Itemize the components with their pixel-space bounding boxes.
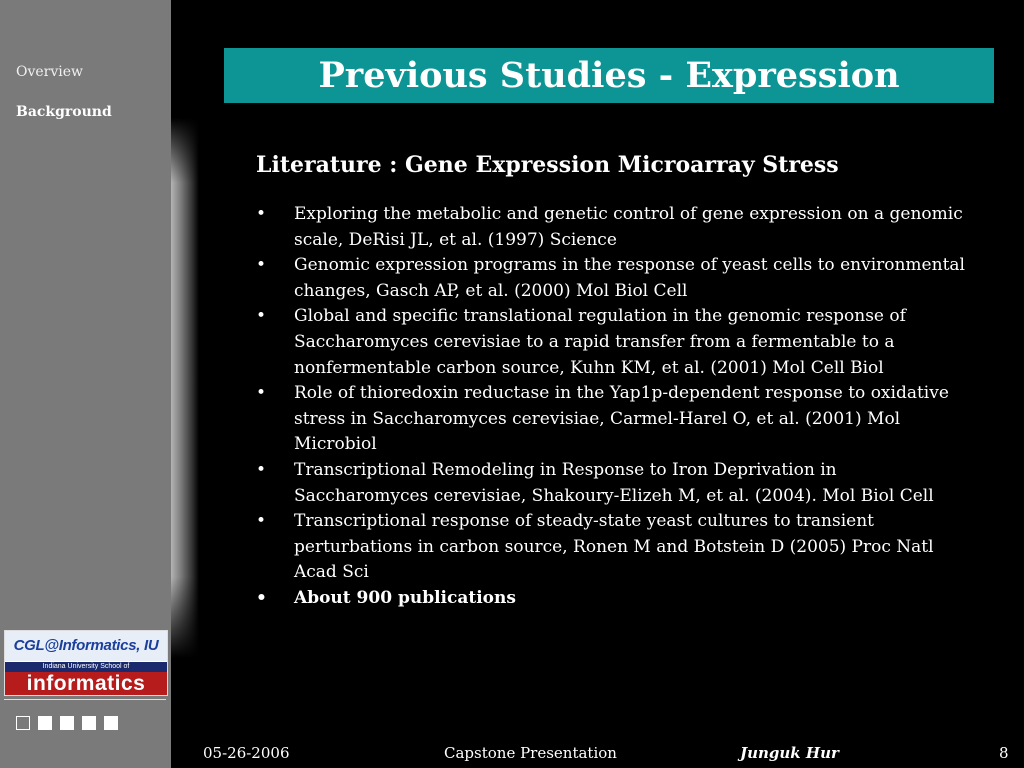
reference-item: • Transcriptional Remodeling in Response to Iron Deprivation in Saccharomyces cerevisiae, Shakoury-Elizeh M, et al. (2004). Mol Biol Cell [256,458,966,509]
logo-divider [4,699,166,700]
logo-mid-text: Indiana University School of [5,662,167,672]
nav-square-icon[interactable] [60,716,74,730]
reference-item: • Global and specific translational regulation in the genomic response of Saccharomyces cerevisiae to a rapid transfer from a fermentable to a nonfermentable carbon source, Kuhn KM, et al. (2001) Mol Cell Biol [256,304,966,381]
reference-item: • Transcriptional response of steady-state yeast cultures to transient perturbations in carbon source, Ronen M and Botstein D (2005) Proc Natl Acad Sci [256,509,966,586]
page-number: 8 [999,744,1009,762]
footer-presentation-title: Capstone Presentation [444,744,617,762]
cgl-informatics-logo [4,630,168,696]
publication-count: • About 900 publications [256,586,966,612]
sidebar-glow-fade [171,118,199,658]
nav-square-icon[interactable] [38,716,52,730]
reference-item: • Genomic expression programs in the response of yeast cells to environmental changes, Gasch AP, et al. (2000) Mol Biol Cell [256,253,966,304]
footer-author: Junguk Hur [740,744,839,762]
slide-navigation [16,716,118,730]
sidebar-item-background[interactable]: Background [16,104,112,120]
logo-bottom-text: informatics [5,672,167,695]
reference-item: • Exploring the metabolic and genetic control of gene expression on a genomic scale, DeRisi JL, et al. (1997) Science [256,202,966,253]
slide-content [256,152,966,612]
summary-list [256,586,966,612]
sidebar [0,0,171,768]
slide-subtitle: Literature : Gene Expression Microarray Stress [256,152,839,178]
reference-item: • Role of thioredoxin reductase in the Yap1p-dependent response to oxidative stress in Saccharomyces cerevisiae, Carmel-Harel O, et al. (2001) Mol Microbiol [256,381,966,458]
nav-square-icon[interactable] [16,716,30,730]
logo-top-text: CGL@Informatics, IU [5,631,167,661]
nav-square-icon[interactable] [82,716,96,730]
nav-square-icon[interactable] [104,716,118,730]
sidebar-item-overview[interactable]: Overview [16,64,84,80]
footer-date: 05-26-2006 [203,744,290,762]
reference-list [256,202,966,586]
slide-title: Previous Studies - Expression [224,48,994,103]
